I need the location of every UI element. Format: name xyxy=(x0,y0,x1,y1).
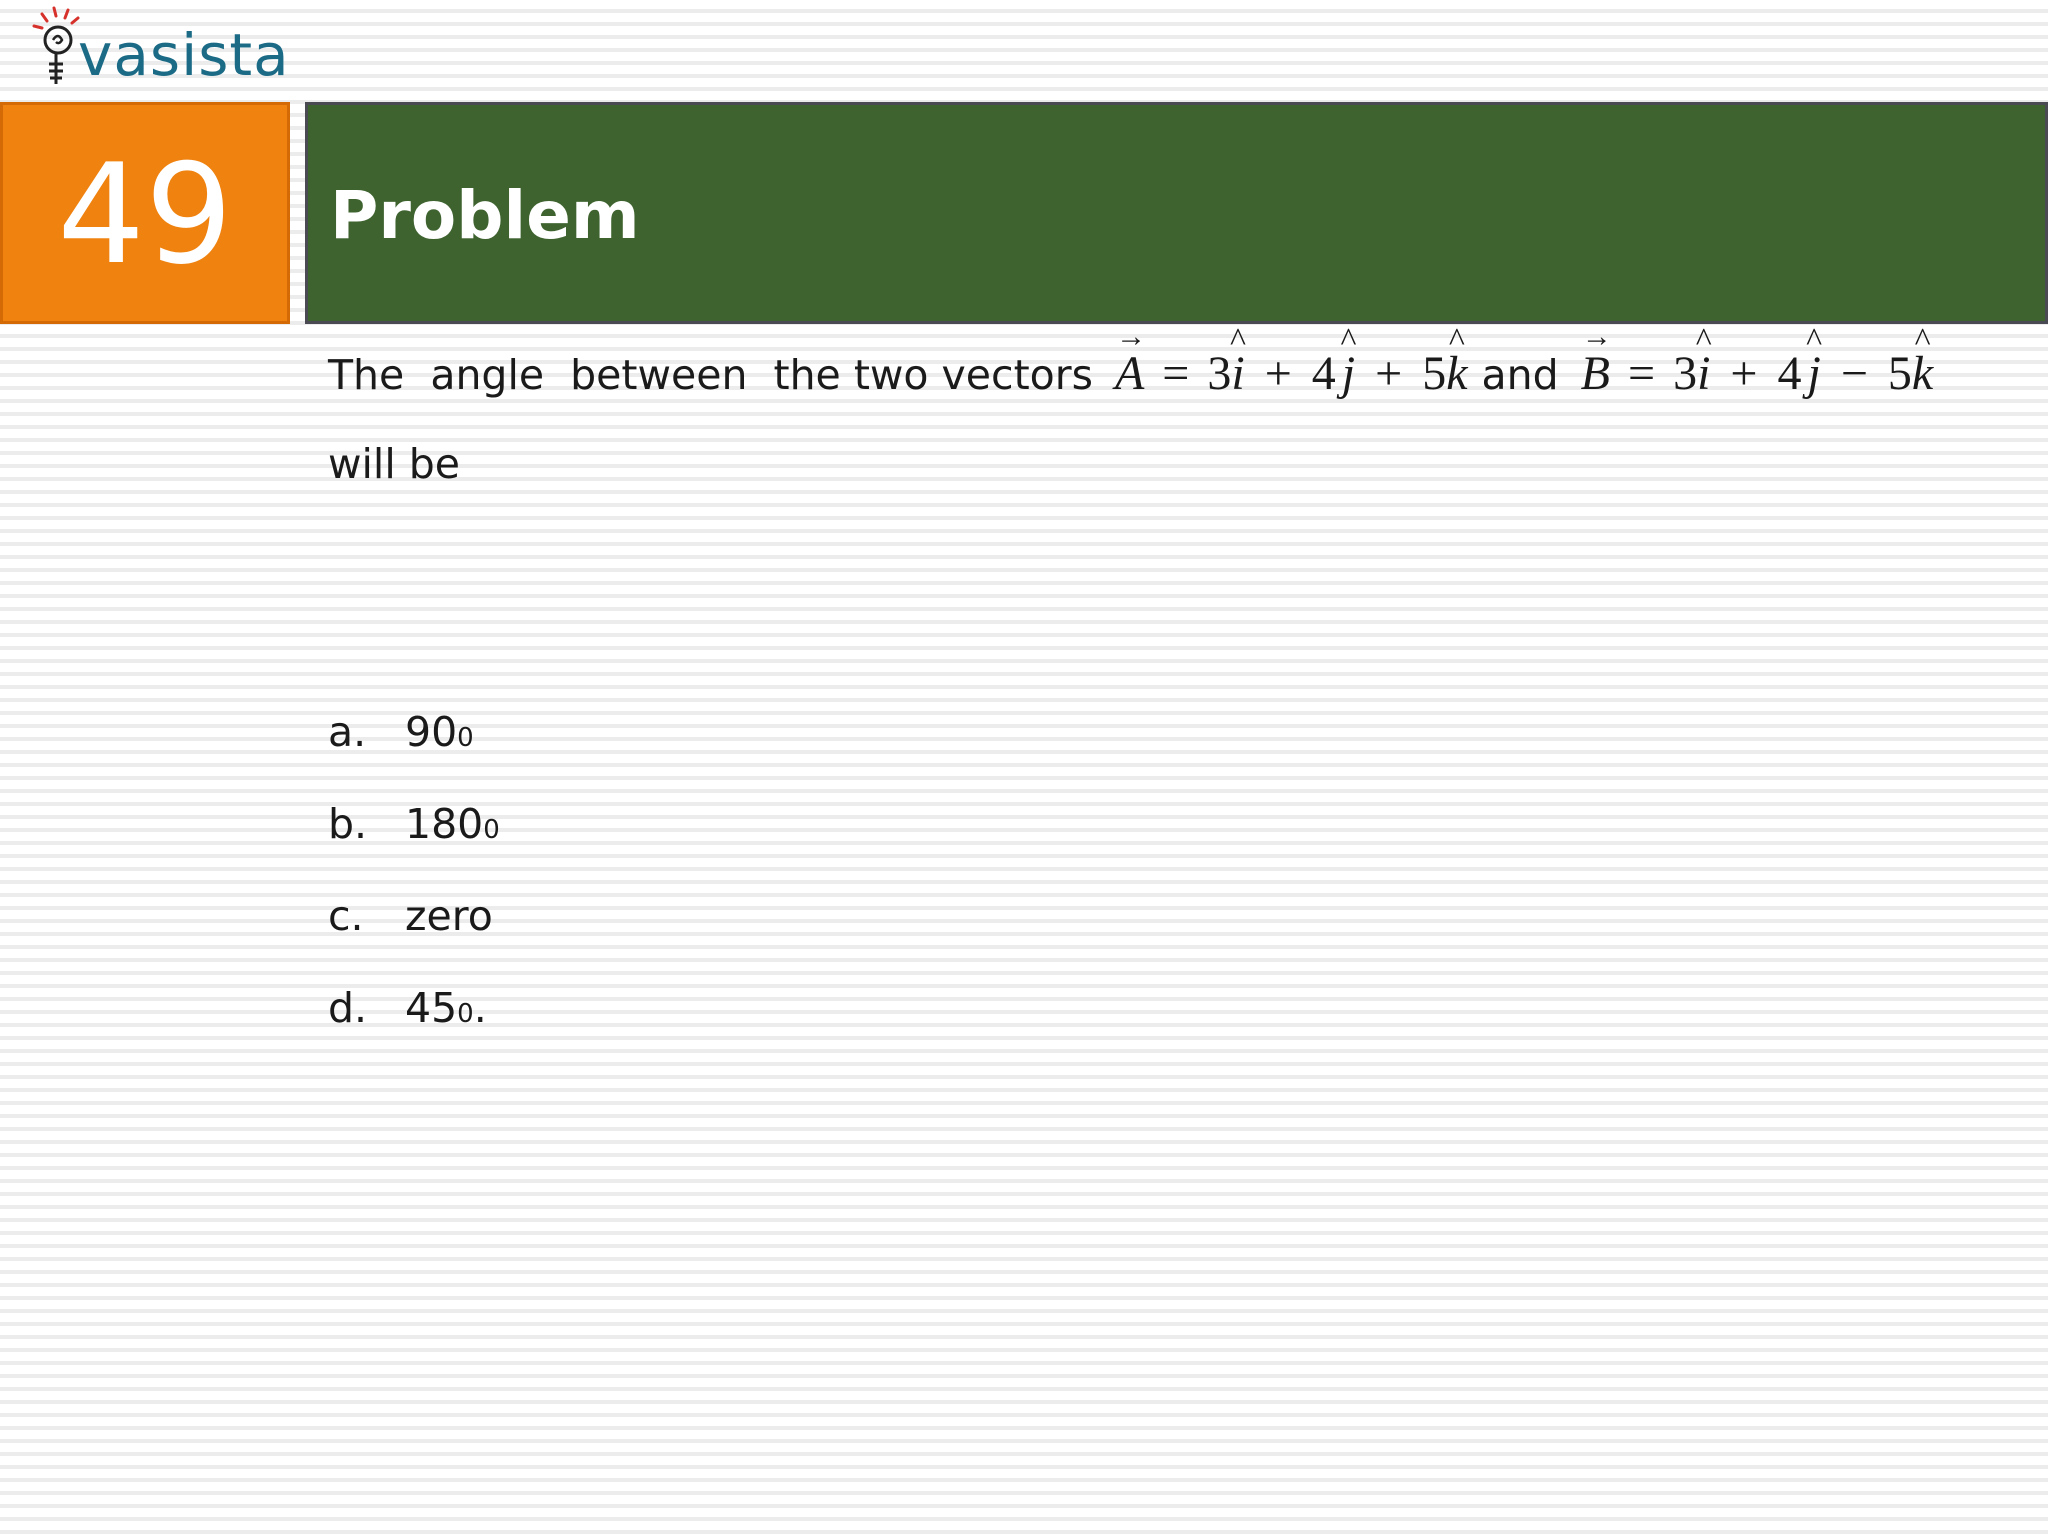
question-line-1 xyxy=(328,347,2028,400)
vector-a-c1: 3 xyxy=(1207,347,1232,400)
logo-text: vasista xyxy=(78,21,290,89)
question-block xyxy=(328,347,2028,488)
vector-b-u3: k ^ xyxy=(1912,350,1933,398)
vector-b-expression xyxy=(1580,347,1934,400)
vector-a-u2: j ^ xyxy=(1342,350,1355,398)
vector-b-u1: i ^ xyxy=(1697,350,1710,398)
option-value: 180 xyxy=(405,800,484,848)
option-c[interactable] xyxy=(328,892,500,984)
vasista-logo xyxy=(20,4,290,96)
option-value: 90 xyxy=(405,708,458,756)
vector-b-op2: − xyxy=(1840,347,1868,400)
vector-b-name: B → xyxy=(1581,350,1610,398)
problem-number-box xyxy=(0,102,290,324)
page-title: Problem xyxy=(330,176,640,254)
vector-a-c2: 4 xyxy=(1311,347,1336,400)
vector-b-c2: 4 xyxy=(1777,347,1802,400)
vector-a-op1: + xyxy=(1264,347,1292,400)
vector-a-u1: i ^ xyxy=(1231,350,1244,398)
question-intro: The angle between the two vectors xyxy=(328,351,1093,399)
option-a[interactable]: a. 90 0 xyxy=(328,708,474,756)
option-d[interactable]: d. 45 0 . xyxy=(328,984,487,1032)
vector-a-expression xyxy=(1114,347,1468,400)
vector-a-op2: + xyxy=(1375,347,1403,400)
vector-a-name: A → xyxy=(1115,350,1144,398)
vector-a-eq: = xyxy=(1162,347,1190,400)
option-b[interactable]: b. 180 0 xyxy=(328,800,500,848)
option-value: 45 xyxy=(405,984,458,1032)
problem-number: 49 xyxy=(57,134,233,295)
title-bar xyxy=(305,102,2048,324)
option-letter: b. xyxy=(328,800,368,848)
question-joiner: and xyxy=(1481,351,1559,399)
vector-b-op1: + xyxy=(1730,347,1758,400)
options-list xyxy=(328,708,500,1076)
vector-b-eq: = xyxy=(1627,347,1656,400)
option-letter: c. xyxy=(328,892,364,940)
question-tail: will be xyxy=(328,440,460,488)
vector-a-c3: 5 xyxy=(1422,347,1447,400)
vector-b-c1: 3 xyxy=(1673,347,1698,400)
vector-b-c3: 5 xyxy=(1887,347,1912,400)
option-letter: d. xyxy=(328,984,368,1032)
option-letter: a. xyxy=(328,708,367,756)
vector-b-u2: j ^ xyxy=(1807,350,1820,398)
option-value: zero xyxy=(405,892,493,940)
option-suffix: . xyxy=(473,984,487,1032)
vector-a-u3: k ^ xyxy=(1446,350,1467,398)
